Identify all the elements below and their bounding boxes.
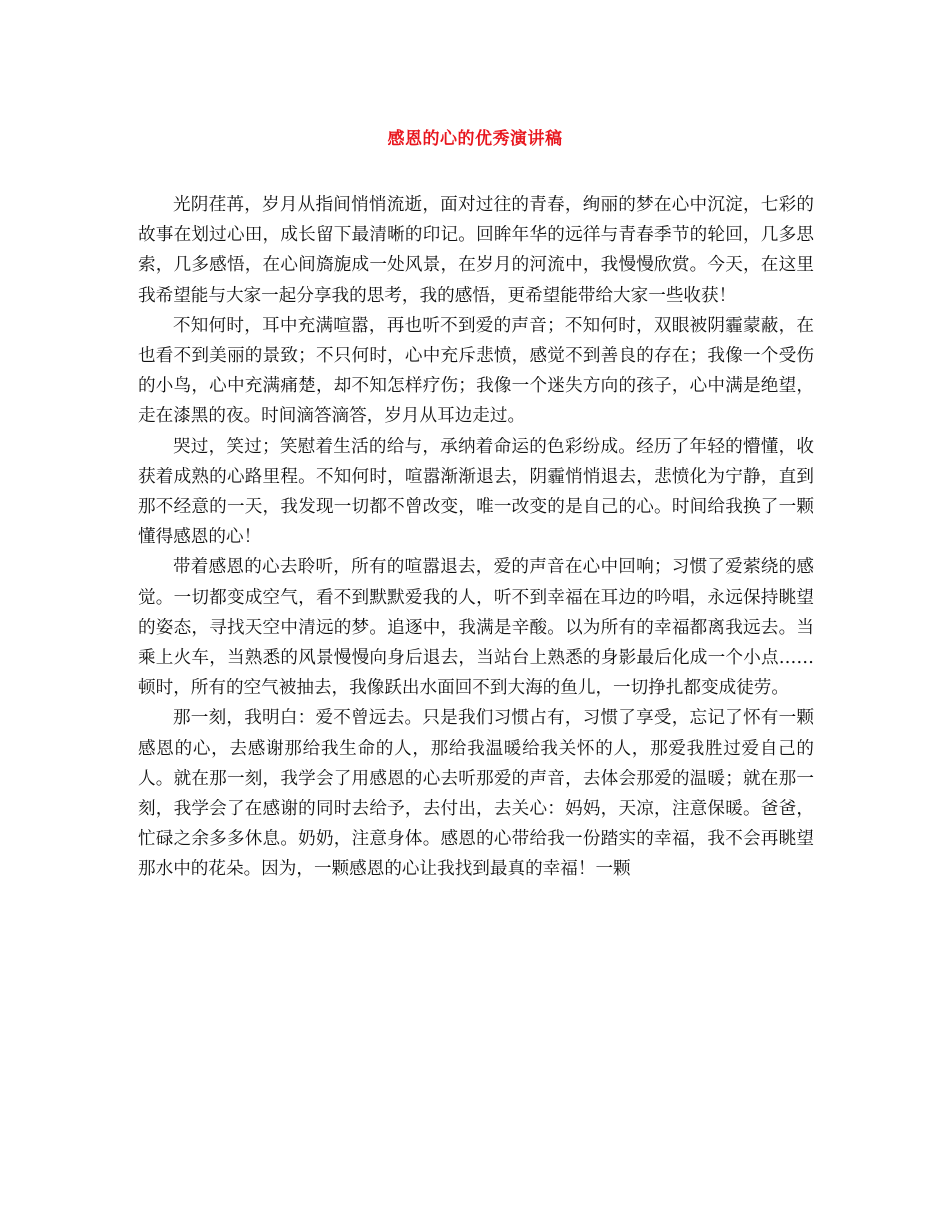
paragraph-3: 哭过，笑过；笑慰着生活的给与，承纳着命运的色彩纷成。经历了年轻的懵懂，收获着成熟的心路里程。不知何时，喧嚣渐渐退去，阴霾悄悄退去，悲愤化为宁静，直到那不经意的一天，我发现一切都不曾改变，唯一改变的是自己的心。时间给我换了一颗懂得感恩的心！ [138,436,814,548]
paragraph-2: 不知何时，耳中充满喧嚣，再也听不到爱的声音；不知何时，双眼被阴霾蒙蔽，在也看不到美丽的景致；不只何时，心中充斥悲愤，感觉不到善良的存在；我像一个受伤的小鸟，心中充满痛楚，却不知怎样疗伤；我像一个迷失方向的孩子，心中满是绝望，走在漆黑的夜。时间滴答滴答，岁月从耳边走过。 [138,315,814,427]
paragraph-5: 那一刻，我明白：爱不曾远去。只是我们习惯占有，习惯了享受，忘记了怀有一颗感恩的心，去感谢那给我生命的人，那给我温暖给我关怀的人，那爱我胜过爱自己的人。就在那一刻，我学会了用感恩的心去听那爱的声音，去体会那爱的温暖；就在那一刻，我学会了在感谢的同时去给予，去付出，去关心：妈妈，天凉，注意保暖。爸爸，忙碌之余多多休息。奶奶，注意身体。感恩的心带给我一份踏实的幸福，我不会再眺望那水中的花朵。因为，一颗感恩的心让我找到最真的幸福！一颗 [138,708,814,880]
document-body [138,190,814,885]
document-title: 感恩的心的优秀演讲稿 [387,129,563,149]
paragraph-4: 带着感恩的心去聆听，所有的喧嚣退去，爱的声音在心中回响；习惯了爱萦绕的感觉。一切都变成空气，看不到默默爱我的人，听不到幸福在耳边的吟唱，永远保持眺望的姿态，寻找天空中清远的梦。追逐中，我满是辛酸。以为所有的幸福都离我远去。当乘上火车，当熟悉的风景慢慢向身后退去，当站台上熟悉的身影最后化成一个小点……顿时，所有的空气被抽去，我像跃出水面回不到大海的鱼儿，一切挣扎都变成徒劳。 [138,557,814,699]
paragraph-1: 光阴荏苒，岁月从指间悄悄流逝，面对过往的青春，绚丽的梦在心中沉淀，七彩的故事在划过心田，成长留下最清晰的印记。回眸年华的远徉与青春季节的轮回，几多思索，几多感悟，在心间旖旎成一处风景，在岁月的河流中，我慢慢欣赏。今天，在这里我希望能与大家一起分享我的思考，我的感悟，更希望能带给大家一些收获！ [138,195,814,306]
